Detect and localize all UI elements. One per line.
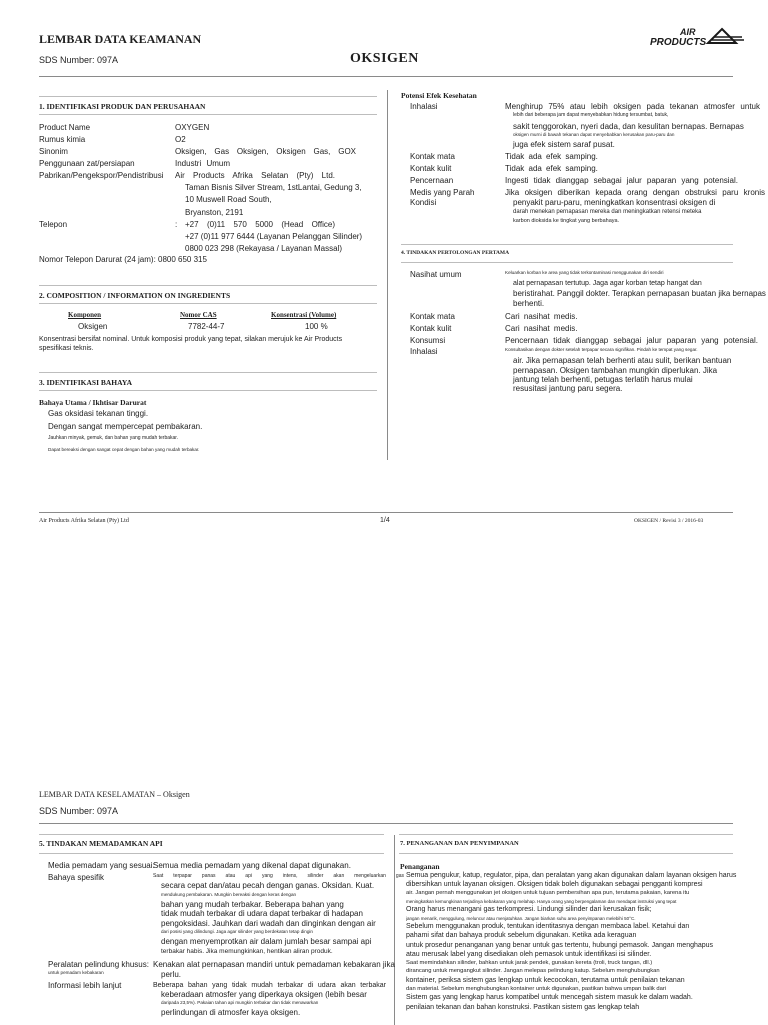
section3-subheading: Bahaya Utama / Ikhtisar Darurat xyxy=(39,398,147,407)
sds-number: SDS Number: 097A xyxy=(39,55,119,65)
handling-line: pahami sifat dan bahaya produk sebelum digunakan. Ketika ada keraguan xyxy=(406,932,637,940)
medis-text: darah menekan pernapasan mereka dan meningkatkan retensi meteka xyxy=(513,209,702,215)
potensi-heading: Potensi Efek Kesehatan xyxy=(401,91,477,100)
informasi-text: keberadaan atmosfer yang diperkaya oksigen (lebih besar xyxy=(161,990,367,999)
label-media: Media pemadam yang sesuai: xyxy=(48,861,155,870)
label-product-name: Product Name xyxy=(39,123,91,132)
address-line: Bryanston, 2191 xyxy=(185,208,244,217)
label-phone: Telepon xyxy=(39,220,68,229)
label-bahaya-spesifik: Bahaya spesifik xyxy=(48,873,105,882)
medis-text: Jika oksigen diberikan kepada orang dengan obstruksi paru kronis xyxy=(505,188,765,197)
page-2 xyxy=(0,780,768,1024)
inhalasi-fa-text: pernapasan. Oksigen tambahan mungkin diperlukan. Jika xyxy=(513,366,718,375)
label-usage: Penggunaan zat/persiapan xyxy=(39,159,135,168)
label-kontak-mata-fa: Kontak mata xyxy=(410,312,455,321)
handling-line: meningkatkan kemungkinan terjadinya kebakaran yang melahap. Hanya orang yang berpengalaman dan mendapat instruksi yang tepat xyxy=(406,898,677,904)
footer-company: Air Products Afrika Selatan (Pty) Ltd xyxy=(39,518,129,524)
informasi-text: daripada 23,5%). Pakaian tahan api mungkin terbakar dan tidak menawarkan xyxy=(161,1000,319,1005)
inhalasi-fa-text: jantung telah berhenti, petugas terlatih harus mulai xyxy=(513,375,693,384)
label-kontak-mata: Kontak mata xyxy=(410,152,455,161)
value-product-name: OXYGEN xyxy=(175,123,210,132)
handling-line: Saat memindahkan silinder, bahkan untuk jarak pendek, gunakan kereta (troli, truck tangan, dll.) xyxy=(406,960,653,967)
air-products-logo xyxy=(650,26,745,48)
handling-text xyxy=(406,871,746,1012)
page2-column-divider xyxy=(394,835,395,1025)
footer-page-number: 1/4 xyxy=(380,517,390,524)
pencernaan-text: Ingesti tidak dianggap sebagai jalur paparan yang potensial. xyxy=(505,176,738,185)
footer-revision: OKSIGEN / Revisi 3 / 2016-03 xyxy=(634,518,704,524)
svg-text:PRODUCTS: PRODUCTS xyxy=(650,37,707,48)
section5-heading: 5. TINDAKAN MEMADAMKAN API xyxy=(39,839,163,848)
label-kontak-kulit-fa: Kontak kulit xyxy=(410,324,452,333)
section5-rule xyxy=(39,853,384,854)
header-rule xyxy=(39,76,733,77)
bahaya-text: pengoksidasi. Jauhkan dari wadah dan dinginkan dengan air xyxy=(161,919,376,928)
handling-line: Semua pengukur, katup, regulator, pipa, dan peralatan yang akan digunakan dalam layanan oksigen harus xyxy=(406,872,737,879)
footer-rule xyxy=(39,512,733,513)
handling-line: dibersihkan untuk layanan oksigen. Oksigen tidak boleh digunakan sebagai pengganti kompresi xyxy=(406,881,703,889)
value-synonym: Oksigen, Gas Oksigen, Oksigen Gas, GOX xyxy=(175,147,356,156)
composition-note: Konsentrasi bersifat nominal. Untuk komposisi produk yang tepat, silakan merujuk ke Air Products spesifikasi teknis. xyxy=(39,336,343,352)
section4-rule-top xyxy=(401,244,733,245)
section3-heading: 3. IDENTIFIKASI BAHAYA xyxy=(39,378,133,387)
label-pencernaan: Pencernaan xyxy=(410,176,454,185)
medis-text: penyakit paru-paru, meningkatkan konsentrasi oksigen di xyxy=(513,198,716,207)
handling-line: jangan menarik, menggulung, meluncur atau menjatuhkan. Jangan biarkan suhu area penyimpanan melebihi 50°C. xyxy=(406,915,636,921)
cell-component: Oksigen xyxy=(78,322,108,331)
col-header-component: Komponen xyxy=(68,311,102,319)
kontak-mata-text: Tidak ada efek samping. xyxy=(505,152,598,161)
handling-line: air. Jangan pernah menggunakan jet oksigen untuk tujuan pembersihan apa pun, terutama pakaian, karena itu xyxy=(406,890,690,897)
label-inhalasi: Inhalasi xyxy=(410,102,438,111)
label-inhalasi-fa: Inhalasi xyxy=(410,347,438,356)
svg-text:AIR: AIR xyxy=(680,27,696,37)
value-formula: O2 xyxy=(175,135,186,144)
section3-rule-top xyxy=(39,372,377,373)
inhalasi-text: lebih dari beberapa jam dapat menyebabkan hidung tersumbat, batuk, xyxy=(513,112,669,118)
peralatan-text: perlu. xyxy=(161,970,182,979)
label-synonym: Sinonim xyxy=(39,147,68,156)
handling-line: Sebelum menggunakan produk, tentukan identitasnya dengan membaca label. Ketahui dan xyxy=(406,923,690,931)
label-medis: Kondisi xyxy=(410,198,437,207)
bahaya-text: secara cepat dan/atau pecah dengan ganas. Oksidan. Kuat. xyxy=(161,881,375,890)
inhalasi-text: sakit tenggorokan, nyeri dada, dan kesulitan bernapas. Bernapas xyxy=(513,122,744,131)
label-informasi: Informasi lebih lanjut xyxy=(48,981,122,990)
inhalasi-text: oksigen murni di bawah tekanan dapat menyebabkan kerusakan paru-paru dan xyxy=(513,132,675,137)
kontak-mata-fa-text: Cari nasihat medis. xyxy=(505,312,578,321)
hazard-line: Gas oksidasi tekanan tinggi. xyxy=(48,409,149,418)
label-manufacturer: Pabrikan/Pengekspor/Pendistribusi xyxy=(39,171,164,180)
label-formula: Rumus kimia xyxy=(39,135,86,144)
nasihat-text: berhenti. xyxy=(513,299,545,308)
konsumsi-text: Pencernaan tidak dianggap sebagai jalur paparan yang potensial. xyxy=(505,336,758,345)
handling-line: Sistem gas yang lengkap harus kompatibel untuk mencegah sistem masuk ke dalam wadah. xyxy=(406,994,693,1002)
section7-subheading: Penanganan xyxy=(400,862,440,871)
col-header-concentration: Konsentrasi (Volume) xyxy=(271,311,337,319)
phone-number: +27 (0)11 570 5000 (Head Office) xyxy=(185,220,335,229)
kontak-kulit-text: Tidak ada efek samping. xyxy=(505,164,598,173)
section3-rule xyxy=(39,390,377,391)
label-nasihat: Nasihat umum xyxy=(410,270,462,279)
handling-line: Orang harus menangani gas terkompresi. Lindungi silinder dari kerusakan fisik; xyxy=(406,906,652,914)
label-kontak-kulit: Kontak kulit xyxy=(410,164,452,173)
cell-concentration: 100 % xyxy=(305,322,328,331)
column-divider xyxy=(387,90,388,460)
nasihat-text: alat pernapasan tertutup. Jaga agar korban tetap hangat dan xyxy=(513,280,702,287)
section1-heading: 1. IDENTIFIKASI PRODUK DAN PERUSAHAAN xyxy=(39,102,206,111)
informasi-text: perlindungan di atmosfer kaya oksigen. xyxy=(161,1008,301,1017)
bahaya-text: dari posisi yang dilindungi. Jaga agar silinder yang berdekatan tetap dingin xyxy=(161,929,313,934)
bahaya-text: bahan yang mudah terbakar. Beberapa bahan yang xyxy=(161,900,344,909)
bahaya-text: Saat terpapar panas atau api yang intens, silinder akan mengeluarkan gas xyxy=(153,873,404,879)
media-text: Semua media pemadam yang dikenal dapat digunakan. xyxy=(153,861,351,870)
phone-number: +27 (0)11 977 6444 (Layanan Pelanggan Silinder) xyxy=(185,232,363,241)
nasihat-text: Keluarkan korban ke area yang tidak terkontaminasi menggunakan diri sendiri xyxy=(505,270,664,275)
address-line: 10 Muswell Road South, xyxy=(185,195,272,204)
phone-number: 0800 023 298 (Rekayasa / Layanan Massal) xyxy=(185,244,342,253)
section4-heading: 4. TINDAKAN PERTOLONGAN PERTAMA xyxy=(401,250,510,256)
section2-rule xyxy=(39,303,377,304)
page2-document-type: LEMBAR DATA KESELAMATAN – Oksigen xyxy=(39,790,190,799)
label-peralatan-sub: untuk pemadam kebakaran xyxy=(48,970,104,975)
bahaya-text: tidak mudah terbakar di udara dapat terbakar di hadapan xyxy=(161,909,363,918)
label-konsumsi: Konsumsi xyxy=(410,336,446,345)
section2-rule-top xyxy=(39,285,377,286)
medis-text: karbon dioksida ke tingkat yang berbahaya. xyxy=(513,218,620,224)
section4-rule xyxy=(401,262,733,263)
kontak-kulit-fa-text: Cari nasihat medis. xyxy=(505,324,578,333)
section7-rule xyxy=(399,853,733,854)
handling-line: dan material. Sebelum menghubungkan kontainer untuk digunakan, pastikan bahwa umpan balik dari xyxy=(406,986,667,993)
handling-line: untuk prosedur penanganan yang benar untuk gas tertentu, hubungi pemasok. Jangan menghapus xyxy=(406,941,714,949)
emergency-phone: Nomor Telepon Darurat (24 jam): 0800 650 315 xyxy=(39,255,207,264)
inhalasi-text: juga efek sistem saraf pusat. xyxy=(513,140,615,149)
hazard-small: Jauhkan minyak, gemuk, dan bahan yang mudah terbakar. xyxy=(48,435,179,441)
bahaya-text: terbakar habis. Jika memungkinkan, hentikan aliran produk. xyxy=(161,948,333,955)
product-title: OKSIGEN xyxy=(350,51,419,66)
section7-heading: 7. PENANGANAN DAN PENYIMPANAN xyxy=(400,840,519,847)
informasi-text: Beberapa bahan yang tidak mudah terbakar di udara akan terbakar xyxy=(153,982,386,989)
phone-colon: : xyxy=(175,220,178,229)
address-line: Taman Bisnis Silver Stream, 1stLantai, Gedung 3, xyxy=(185,183,362,192)
label-peralatan: Peralatan pelindung khusus: xyxy=(48,960,149,969)
inhalasi-fa-text: resusitasi jantung paru segera. xyxy=(513,384,623,393)
label-medis: Medis yang Parah xyxy=(410,188,475,197)
peralatan-text: Kenakan alat pernapasan mandiri untuk pemadaman kebakaran jika xyxy=(153,960,395,969)
document-type: LEMBAR DATA KEAMANAN xyxy=(39,32,202,46)
inhalasi-text: Menghirup 75% atau lebih oksigen pada tekanan atmosfer untuk xyxy=(505,102,760,111)
hazard-line: Dengan sangat mempercepat pembakaran. xyxy=(48,422,203,431)
bahaya-text: mendukung pembakaran. Mungkin bereaksi dengan keras dengan xyxy=(161,892,297,897)
value-manufacturer: Air Products Afrika Selatan (Pty) Ltd. xyxy=(175,171,335,180)
handling-line: dirancang untuk mengangkut silinder. Jangan melepas pelindung katup. Sebelum menghubungkan xyxy=(406,968,660,975)
handling-line: kontainer, periksa sistem gas lengkap untuk kecocokan, terutama untuk penilaian tekanan xyxy=(406,976,685,984)
section1-rule xyxy=(39,114,377,115)
section7-rule-top xyxy=(399,834,733,835)
inhalasi-fa-text: air. Jika pernapasan telah berhenti atau sulit, berikan bantuan xyxy=(513,356,732,365)
section2-heading: 2. COMPOSITION / INFORMATION ON INGREDIENTS xyxy=(39,291,231,300)
bahaya-text: dengan menyemprotkan air dalam jumlah besar sampai api xyxy=(161,937,372,946)
handling-line: penilaian tekanan dan bahan konstruksi. Pastikan sistem gas lengkap telah xyxy=(406,1003,640,1011)
page2-header-rule xyxy=(39,823,733,824)
page2-sds-number: SDS Number: 097A xyxy=(39,806,119,816)
nasihat-text: beristirahat. Panggil dokter. Terapkan pernapasan buatan jika bernapas xyxy=(513,289,766,298)
col-header-cas: Nomor CAS xyxy=(180,311,217,319)
cell-cas: 7782-44-7 xyxy=(188,322,225,331)
section1-rule-top xyxy=(39,96,377,97)
inhalasi-fa-text: Konsultasikan dengan dokter setelah terpapar secara signifikan. Pindah ke tempat yang segar. xyxy=(505,347,698,352)
hazard-small: Dapat bereaksi dengan sangat cepat dengan bahan yang mudah terbakar. xyxy=(48,447,200,452)
section5-rule-top xyxy=(39,834,384,835)
value-usage: Industri Umum xyxy=(175,159,231,168)
handling-line: atau merusak label yang disediakan oleh pemasok untuk identifikasi isi silinder. xyxy=(406,950,652,958)
